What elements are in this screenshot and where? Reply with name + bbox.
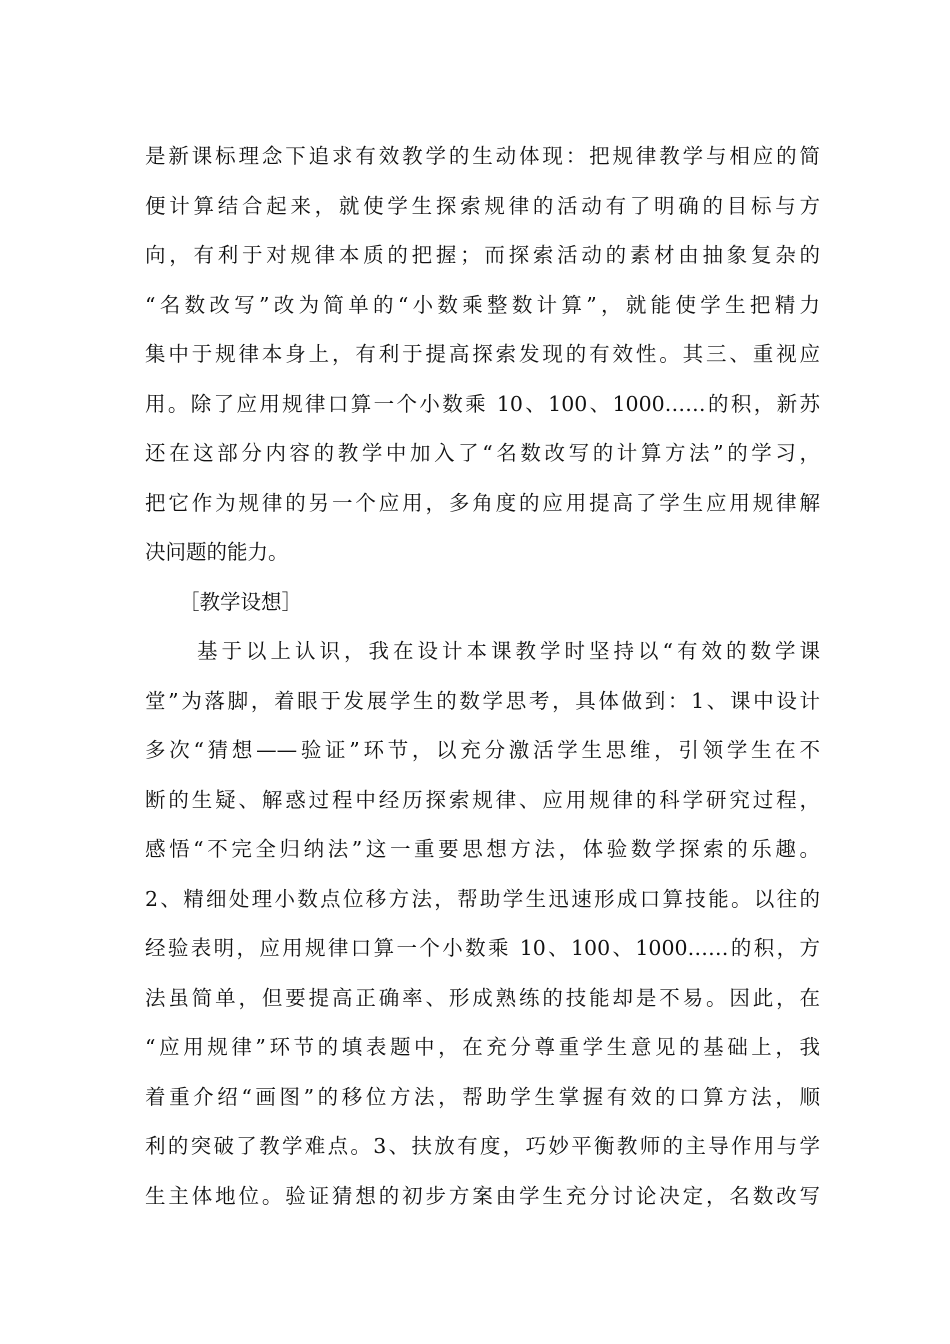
- text-line: 用。除了应用规律口算一个小数乘 10、100、1000……的积，新苏: [145, 391, 820, 416]
- text-line: 着重介绍“画图”的移位方法，帮助学生掌握有效的口算方法，顺: [145, 1084, 820, 1109]
- text-line: 集中于规律本身上，有利于提高探索发现的有效性。其三、重视应: [145, 342, 820, 366]
- text-line: 向，有利于对规律本质的把握；而探索活动的素材由抽象复杂的: [145, 243, 820, 267]
- text-line: “名数改写”改为简单的“小数乘整数计算”，就能使学生把精力: [145, 292, 820, 317]
- text-line: 经验表明，应用规律口算一个小数乘 10、100、1000……的积，方: [145, 936, 820, 960]
- text-line: 生主体地位。验证猜想的初步方案由学生充分讨论决定，名数改写: [145, 1183, 820, 1208]
- document-body: [145, 132, 820, 1221]
- text-line: 还在这部分内容的教学中加入了“名数改写的计算方法”的学习，: [145, 441, 820, 465]
- text-line: 2、精细处理小数点位移方法，帮助学生迅速形成口算技能。以往的: [145, 886, 820, 911]
- text-line: 把它作为规律的另一个应用，多角度的应用提高了学生应用规律解: [145, 490, 820, 515]
- text-line: 多次“猜想——验证”环节，以充分激活学生思维，引领学生在不: [145, 738, 820, 762]
- text-line: 是新课标理念下追求有效教学的生动体现：把规律教学与相应的简: [145, 144, 820, 168]
- text-line: 感悟“不完全归纳法”这一重要思想方法，体验数学探索的乐趣。: [145, 837, 820, 861]
- section-heading: ［教学设想］: [179, 589, 302, 614]
- text-line: “应用规律”环节的填表题中，在充分尊重学生意见的基础上，我: [145, 1035, 820, 1059]
- text-line: 便计算结合起来，就使学生探索规律的活动有了明确的目标与方: [145, 193, 820, 218]
- text-line: 断的生疑、解惑过程中经历探索规律、应用规律的科学研究过程，: [145, 787, 820, 812]
- text-line: 利的突破了教学难点。3、扶放有度，巧妙平衡教师的主导作用与学: [145, 1134, 820, 1158]
- text-line: 堂”为落脚，着眼于发展学生的数学思考，具体做到：1、课中设计: [145, 688, 820, 713]
- text-line: 基于以上认识，我在设计本课教学时坚持以“有效的数学课: [197, 639, 820, 663]
- text-line: 法虽简单，但要提高正确率、形成熟练的技能却是不易。因此，在: [145, 985, 820, 1010]
- text-line: 决问题的能力。: [145, 540, 289, 564]
